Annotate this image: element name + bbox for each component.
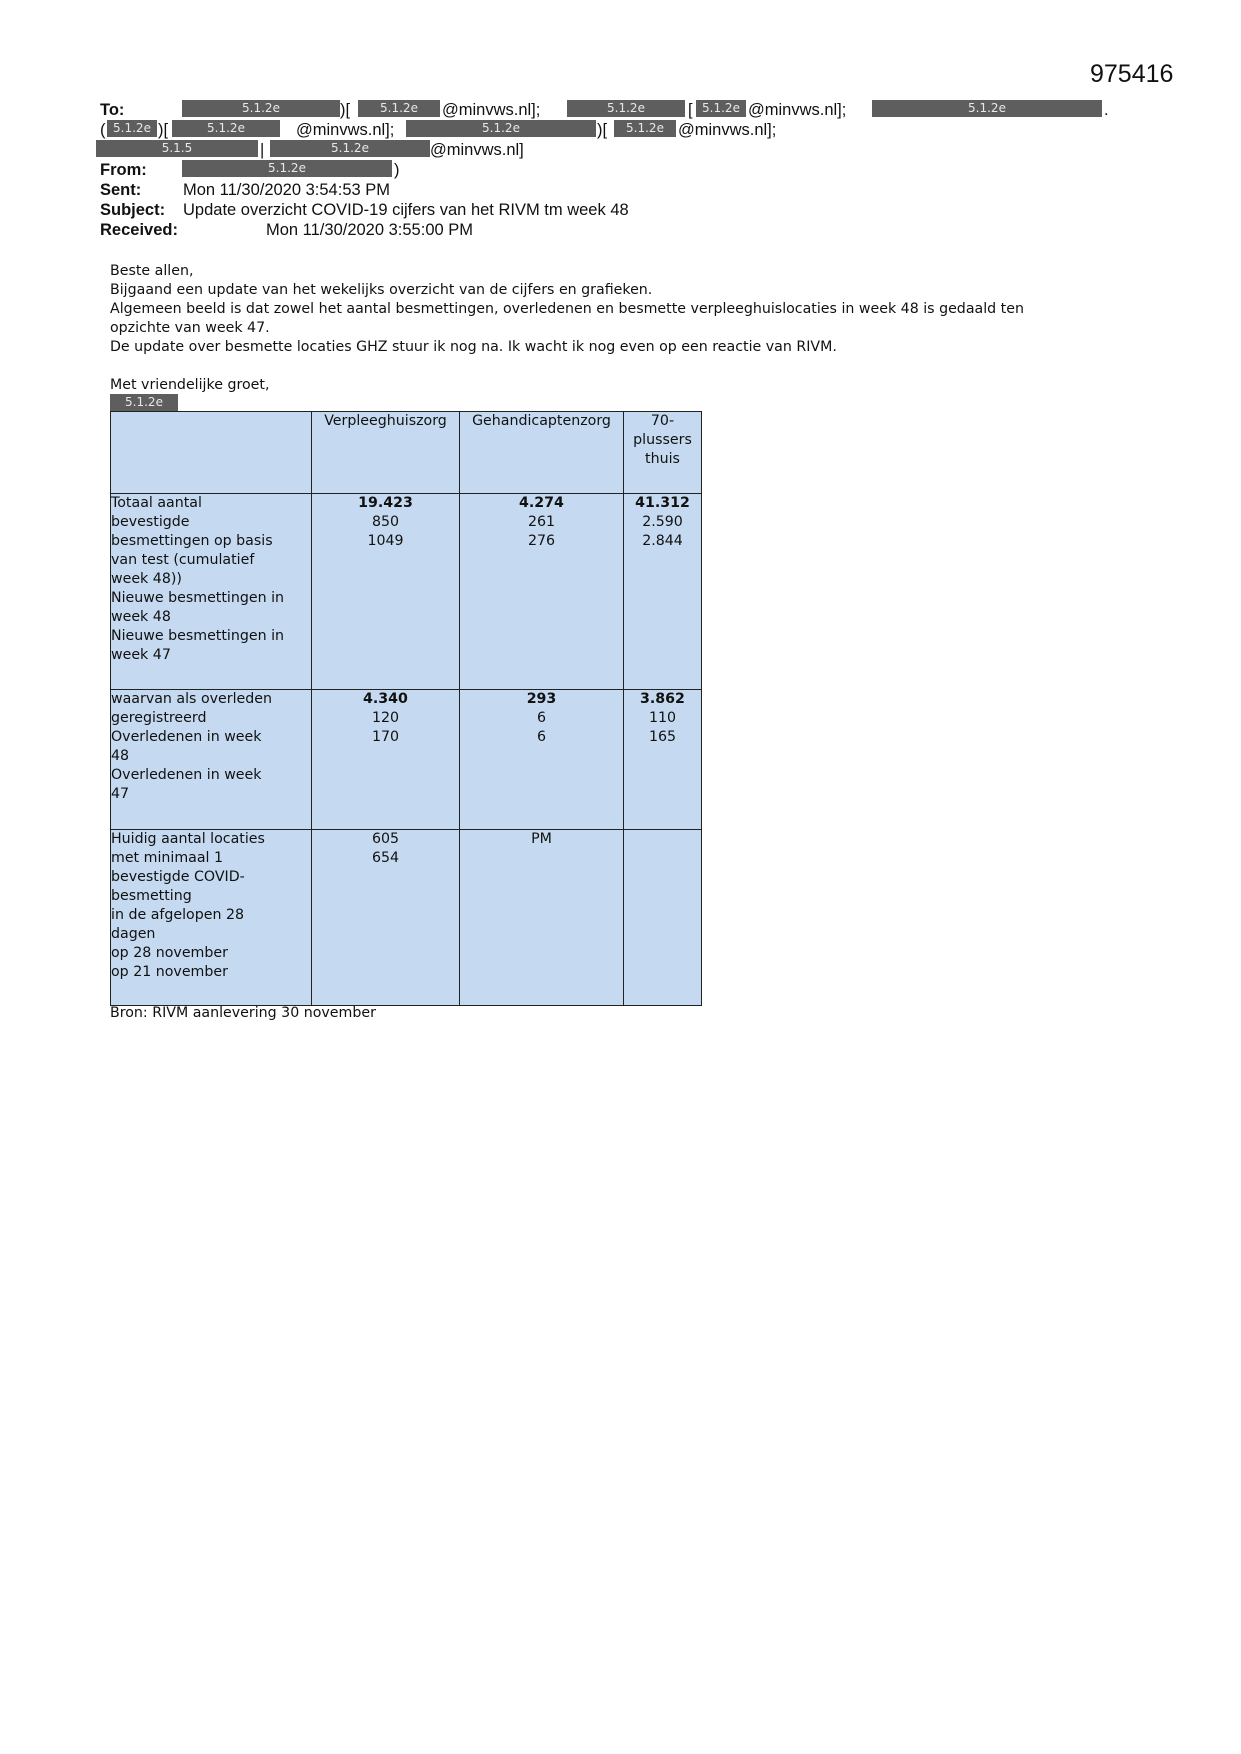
from-label: From: [100, 161, 147, 179]
sent-label: Sent: [100, 181, 142, 199]
signature-redaction: 5.1.2e [110, 394, 178, 411]
email-body [110, 262, 1130, 395]
table-cell: 293 6 6 [460, 690, 624, 830]
row-label: waarvan als overleden geregistreerd Overledenen in week 48 Overledenen in week 47 [111, 690, 312, 830]
from-suffix: ) [394, 161, 400, 179]
to-address: @minvws.nl] [430, 141, 524, 159]
to-line-2 [100, 120, 1110, 140]
redaction-box: 5.1.2e [872, 100, 1102, 117]
redaction-box: 5.1.2e [107, 120, 157, 137]
to-separator: )[ [597, 121, 608, 139]
to-separator: )[ [158, 121, 169, 139]
redaction-box: 5.1.2e [182, 160, 392, 177]
redaction-box: 5.1.2e [696, 100, 746, 117]
sent-value: Mon 11/30/2020 3:54:53 PM [183, 181, 391, 199]
to-address: @minvws.nl]; [678, 121, 777, 139]
source-note: Bron: RIVM aanlevering 30 november [110, 1005, 376, 1021]
to-line-3 [100, 140, 1110, 160]
to-separator: [ [688, 101, 693, 119]
table-row [111, 494, 702, 690]
table-cell: 4.340 120 170 [312, 690, 460, 830]
covid-figures-table [110, 411, 702, 1006]
received-line [100, 220, 1110, 240]
subject-line [100, 200, 1110, 220]
closing: Met vriendelijke groet, [110, 377, 270, 393]
body-line: Bijgaand een update van het wekelijks overzicht van de cijfers en grafieken. [110, 282, 653, 298]
from-line [100, 160, 1110, 180]
table-cell: 19.423 850 1049 [312, 494, 460, 690]
subject-label: Subject: [100, 201, 166, 219]
to-separator: ( [100, 121, 106, 139]
received-label: Received: [100, 221, 178, 239]
column-header: 70- plussers thuis [624, 412, 702, 494]
table-cell: 3.862 110 165 [624, 690, 702, 830]
table-cell: 605 654 [312, 830, 460, 1006]
redaction-box: 5.1.2e [406, 120, 596, 137]
table-cell: PM [460, 830, 624, 1006]
table-cell [624, 830, 702, 1006]
redaction-box: 5.1.2e [614, 120, 676, 137]
table-corner-cell [111, 412, 312, 494]
redaction-box: 5.1.2e [182, 100, 340, 117]
email-header [100, 100, 1110, 240]
row-label: Huidig aantal locaties met minimaal 1 bevestigde COVID- besmetting in de afgelopen 28 dagen op 28 november op 21 november [111, 830, 312, 1006]
body-line: Algemeen beeld is dat zowel het aantal besmettingen, overledenen en besmette verpleeghuislocaties in week 48 is gedaald ten [110, 301, 1024, 317]
table-row [111, 690, 702, 830]
to-address: @minvws.nl]; [748, 101, 847, 119]
column-header: Gehandicaptenzorg [460, 412, 624, 494]
to-line-1 [100, 100, 1110, 120]
subject-value: Update overzicht COVID-19 cijfers van het RIVM tm week 48 [183, 201, 629, 219]
body-line: De update over besmette locaties GHZ stuur ik nog na. Ik wacht ik nog even op een reactie van RIVM. [110, 339, 837, 355]
redaction-box: 5.1.2e [270, 140, 430, 157]
table-cell: 41.312 2.590 2.844 [624, 494, 702, 690]
redaction-box: 5.1.2e [358, 100, 440, 117]
to-label: To: [100, 101, 125, 119]
column-header: Verpleeghuiszorg [312, 412, 460, 494]
greeting: Beste allen, [110, 263, 194, 279]
row-label: Totaal aantal bevestigde besmettingen op basis van test (cumulatief week 48)) Nieuwe besmettingen in week 48 Nieuwe besmettingen in week 47 [111, 494, 312, 690]
sent-line [100, 180, 1110, 200]
to-address: @minvws.nl]; [296, 121, 395, 139]
body-line: opzichte van week 47. [110, 320, 270, 336]
table-cell: 4.274 261 276 [460, 494, 624, 690]
table-row [111, 830, 702, 1006]
redaction-box: 5.1.5 [96, 140, 258, 157]
to-address: @minvws.nl]; [442, 101, 541, 119]
table-header-row [111, 412, 702, 494]
received-value: Mon 11/30/2020 3:55:00 PM [266, 221, 474, 239]
to-separator: )[ [340, 101, 351, 119]
redaction-box: 5.1.2e [567, 100, 685, 117]
redaction-box: 5.1.2e [172, 120, 280, 137]
to-separator: | [260, 141, 265, 159]
document-number: 975416 [1090, 60, 1174, 88]
to-separator: . [1104, 101, 1109, 119]
